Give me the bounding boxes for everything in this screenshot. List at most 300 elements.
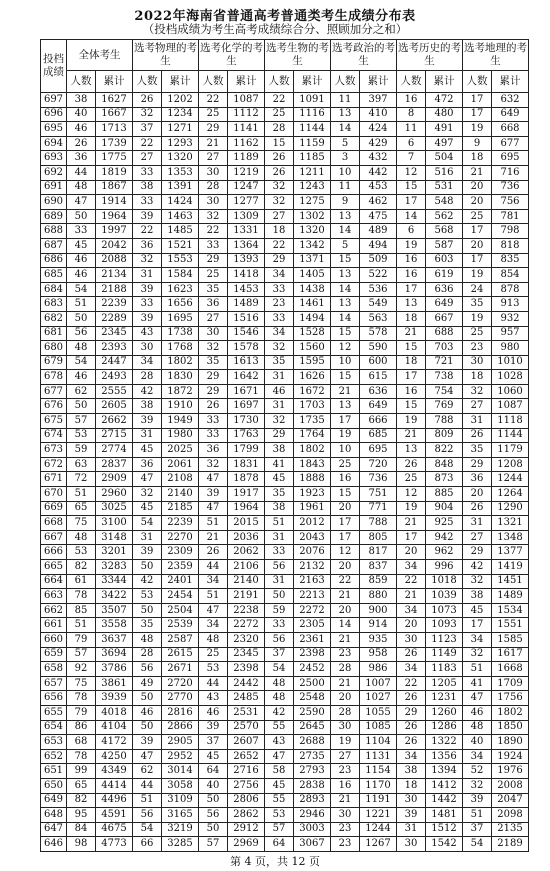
count-cell: 45 [265,472,294,487]
count-cell: 19 [397,238,426,253]
count-cell: 46 [133,705,162,720]
cumulative-cell: 1672 [294,384,331,399]
cumulative-cell: 771 [360,501,397,516]
count-cell: 21 [397,428,426,443]
cumulative-cell: 1371 [294,253,331,268]
cumulative-cell: 1331 [228,224,265,239]
cumulative-cell: 2607 [228,735,265,750]
cumulative-cell: 925 [426,516,463,531]
cumulative-cell: 688 [426,326,463,341]
cumulative-cell: 1085 [360,720,397,735]
count-cell: 13 [331,297,360,312]
count-cell: 75 [67,676,96,691]
count-cell: 31 [463,414,492,429]
cumulative-cell: 2272 [294,603,331,618]
cumulative-cell: 504 [426,151,463,166]
count-cell: 27 [133,151,162,166]
count-cell: 21 [397,589,426,604]
count-cell: 26 [397,735,426,750]
cumulative-cell: 1364 [228,238,265,253]
cumulative-cell: 1231 [426,691,463,706]
cumulative-cell: 1320 [162,151,199,166]
table-row [41,282,529,297]
count-cell: 33 [199,238,228,253]
count-cell: 5 [331,238,360,253]
count-cell: 25 [265,107,294,122]
cumulative-cell: 2305 [294,618,331,633]
count-cell: 33 [133,297,162,312]
count-cell: 51 [67,297,96,312]
count-cell: 35 [463,443,492,458]
count-cell: 34 [199,618,228,633]
score-column-header: 投档成绩 [41,40,67,93]
score-cell: 674 [41,428,67,443]
score-cell: 678 [41,370,67,385]
count-cell: 29 [199,253,228,268]
count-cell: 63 [67,457,96,472]
count-cell: 65 [67,778,96,793]
cumulative-cell: 1713 [96,122,133,137]
count-cell: 28 [133,370,162,385]
cumulative-cell: 2047 [492,793,529,808]
cumulative-cell: 1980 [162,428,199,443]
page-subtitle: （投档成绩为考生高考成绩综合分、照顾加分之和） [142,22,408,36]
count-cell: 32 [199,209,228,224]
count-cell: 51 [199,516,228,531]
score-cell: 676 [41,399,67,414]
count-cell: 12 [397,487,426,502]
cumulative-cell: 2662 [96,414,133,429]
cumulative-cell: 1917 [228,487,265,502]
cumulative-cell: 721 [426,355,463,370]
cumulative-cell: 2837 [96,457,133,472]
cumulative-cell: 703 [426,341,463,356]
count-cell: 27 [331,749,360,764]
cumulative-cell: 962 [426,545,463,560]
cumulative-cell: 1768 [162,341,199,356]
cumulative-cell: 1910 [162,399,199,414]
cumulative-cell: 1205 [426,676,463,691]
cumulative-cell: 1418 [228,268,265,283]
cumulative-cell: 1321 [492,516,529,531]
cumulative-cell: 738 [426,370,463,385]
cumulative-cell: 3003 [294,822,331,837]
count-cell: 48 [265,676,294,691]
cumulative-cell: 2531 [228,705,265,720]
cumulative-cell: 677 [492,136,529,151]
cumulative-cell: 1626 [294,370,331,385]
count-cell: 57 [67,414,96,429]
count-cell: 36 [133,457,162,472]
score-cell: 670 [41,487,67,502]
cumulative-cell: 1528 [294,326,331,341]
count-cell: 12 [331,341,360,356]
cumulative-cell: 3165 [162,808,199,823]
table-row [41,122,529,137]
cumulative-cell: 1271 [162,122,199,137]
cumulative-cell: 1093 [426,618,463,633]
count-cell: 22 [265,93,294,108]
cumulative-cell: 2132 [294,560,331,575]
cumulative-cell: 4496 [96,793,133,808]
count-cell: 48 [199,632,228,647]
score-cell: 690 [41,195,67,210]
cumulative-cell: 1830 [162,370,199,385]
count-cell: 28 [265,122,294,137]
cumulative-cell: 2289 [96,311,133,326]
count-cell: 78 [67,691,96,706]
count-cell: 7 [397,151,426,166]
count-cell: 21 [331,793,360,808]
cumulative-cell: 2952 [162,749,199,764]
cumulative-cell: 4773 [96,837,133,852]
score-cell: 663 [41,589,67,604]
count-cell: 26 [463,428,492,443]
table-row [41,676,529,691]
score-cell: 652 [41,749,67,764]
cumulative-cell: 1060 [492,384,529,399]
table-header [41,40,529,93]
group-header-biology: 选考生物的考生 [265,40,331,71]
cumulative-cell: 1007 [360,676,397,691]
cumulative-cell: 2774 [96,443,133,458]
count-cell: 43 [265,735,294,750]
cumulative-cell: 1055 [360,705,397,720]
cumulative-cell: 619 [426,268,463,283]
cumulative-cell: 2615 [162,647,199,662]
count-cell: 25 [463,209,492,224]
cumulative-cell: 1244 [360,822,397,837]
cumulative-header: 累计 [96,71,133,93]
cumulative-cell: 603 [426,253,463,268]
count-header: 人数 [67,71,96,93]
score-cell: 694 [41,136,67,151]
count-cell: 29 [199,122,228,137]
score-cell: 647 [41,822,67,837]
cumulative-cell: 2163 [294,574,331,589]
cumulative-cell: 1277 [228,195,265,210]
cumulative-cell: 1546 [228,326,265,341]
count-cell: 42 [265,705,294,720]
cumulative-cell: 2076 [294,545,331,560]
score-cell: 695 [41,122,67,137]
table-row [41,808,529,823]
cumulative-cell: 1878 [228,472,265,487]
cumulative-cell: 2605 [96,399,133,414]
table-row [41,107,529,122]
cumulative-cell: 1353 [162,165,199,180]
cumulative-cell: 2671 [162,662,199,677]
cumulative-cell: 590 [360,341,397,356]
cumulative-cell: 2188 [96,282,133,297]
count-cell: 37 [265,647,294,662]
cumulative-cell: 2645 [294,720,331,735]
cumulative-cell: 2485 [228,691,265,706]
cumulative-cell: 3067 [294,837,331,852]
table-row [41,238,529,253]
cumulative-cell: 1617 [492,647,529,662]
cumulative-cell: 636 [360,384,397,399]
cumulative-cell: 781 [492,209,529,224]
count-cell: 75 [67,516,96,531]
count-cell: 33 [265,618,294,633]
cumulative-cell: 1154 [360,764,397,779]
cumulative-cell: 1534 [492,603,529,618]
count-cell: 31 [265,399,294,414]
count-cell: 6 [397,136,426,151]
cumulative-cell: 3344 [96,574,133,589]
cumulative-cell: 932 [492,311,529,326]
count-cell: 22 [133,224,162,239]
count-cell: 57 [199,837,228,852]
cumulative-cell: 531 [426,180,463,195]
cumulative-cell: 1342 [294,238,331,253]
cumulative-cell: 756 [492,195,529,210]
count-cell: 39 [133,735,162,750]
cumulative-cell: 1516 [228,311,265,326]
count-cell: 79 [67,705,96,720]
count-cell: 28 [199,180,228,195]
count-cell: 50 [67,311,96,326]
cumulative-cell: 1703 [294,399,331,414]
cumulative-cell: 2140 [162,487,199,502]
count-cell: 22 [397,676,426,691]
cumulative-cell: 1595 [294,355,331,370]
score-cell: 685 [41,268,67,283]
cumulative-cell: 442 [360,165,397,180]
cumulative-cell: 1671 [228,384,265,399]
count-header: 人数 [331,71,360,93]
cumulative-cell: 453 [360,180,397,195]
count-cell: 51 [463,808,492,823]
table-row [41,253,529,268]
cumulative-cell: 958 [360,647,397,662]
cumulative-cell: 1997 [96,224,133,239]
count-cell: 50 [133,691,162,706]
count-cell: 10 [331,165,360,180]
cumulative-cell: 2442 [228,676,265,691]
count-cell: 55 [265,793,294,808]
cumulative-cell: 1149 [426,647,463,662]
count-cell: 46 [265,384,294,399]
cumulative-cell: 957 [492,326,529,341]
cumulative-cell: 666 [360,414,397,429]
cumulative-cell: 649 [492,107,529,122]
count-cell: 92 [67,662,96,677]
cumulative-cell: 1442 [426,793,463,808]
cumulative-header: 累计 [426,71,463,93]
cumulative-cell: 1244 [492,472,529,487]
cumulative-cell: 2361 [294,632,331,647]
group-header-politics: 选考政治的考生 [331,40,397,71]
cumulative-cell: 1843 [294,457,331,472]
cumulative-cell: 1179 [492,443,529,458]
cumulative-cell: 1302 [294,209,331,224]
score-cell: 683 [41,297,67,312]
count-cell: 43 [199,691,228,706]
count-cell: 13 [331,209,360,224]
count-cell: 20 [331,501,360,516]
cumulative-cell: 1419 [492,560,529,575]
count-cell: 12 [331,545,360,560]
cumulative-cell: 904 [426,501,463,516]
count-cell: 36 [199,297,228,312]
count-cell: 39 [397,808,426,823]
count-cell: 35 [133,618,162,633]
cumulative-cell: 1039 [426,589,463,604]
count-cell: 23 [265,297,294,312]
cumulative-cell: 809 [426,428,463,443]
table-row [41,428,529,443]
count-cell: 23 [331,647,360,662]
count-cell: 25 [463,326,492,341]
score-cell: 654 [41,720,67,735]
cumulative-cell: 1247 [228,180,265,195]
count-cell: 16 [397,268,426,283]
count-cell: 56 [133,808,162,823]
cumulative-cell: 1377 [492,545,529,560]
cumulative-cell: 2393 [96,341,133,356]
table-row [41,705,529,720]
cumulative-cell: 2652 [228,749,265,764]
cumulative-cell: 1964 [228,501,265,516]
cumulative-cell: 3100 [96,516,133,531]
cumulative-cell: 2946 [294,808,331,823]
count-cell: 10 [331,443,360,458]
cumulative-cell: 2590 [294,705,331,720]
cumulative-cell: 1560 [294,341,331,356]
count-cell: 15 [331,326,360,341]
count-cell: 51 [67,618,96,633]
cumulative-cell: 3014 [162,764,199,779]
count-cell: 26 [397,691,426,706]
table-row [41,837,529,852]
cumulative-cell: 2893 [294,793,331,808]
count-cell: 30 [397,632,426,647]
table-row [41,501,529,516]
cumulative-cell: 751 [360,487,397,502]
count-cell: 15 [331,370,360,385]
cumulative-cell: 1393 [228,253,265,268]
count-cell: 34 [397,749,426,764]
count-cell: 38 [397,764,426,779]
count-cell: 62 [67,384,96,399]
count-cell: 40 [199,778,228,793]
cumulative-cell: 1267 [360,837,397,852]
cumulative-cell: 1961 [294,501,331,516]
count-cell: 48 [67,341,96,356]
score-cell: 697 [41,93,67,108]
count-cell: 38 [265,501,294,516]
cumulative-cell: 1521 [162,238,199,253]
cumulative-cell: 1394 [426,764,463,779]
cumulative-cell: 2239 [96,297,133,312]
cumulative-cell: 2735 [294,749,331,764]
count-cell: 6 [397,224,426,239]
cumulative-cell: 3285 [162,837,199,852]
table-row [41,560,529,575]
cumulative-cell: 1412 [426,778,463,793]
count-cell: 17 [463,253,492,268]
count-cell: 25 [199,268,228,283]
count-cell: 46 [67,370,96,385]
count-cell: 64 [265,837,294,852]
count-cell: 51 [463,662,492,677]
cumulative-cell: 3109 [162,793,199,808]
cumulative-cell: 2036 [228,530,265,545]
count-cell: 50 [67,209,96,224]
count-cell: 45 [133,501,162,516]
cumulative-cell: 1735 [294,414,331,429]
cumulative-cell: 873 [426,472,463,487]
cumulative-cell: 788 [426,414,463,429]
count-cell: 28 [331,662,360,677]
count-cell: 32 [265,414,294,429]
count-cell: 18 [265,224,294,239]
cumulative-cell: 2398 [228,662,265,677]
table-body [41,93,529,852]
count-cell: 34 [133,355,162,370]
cumulative-cell: 536 [360,282,397,297]
cumulative-cell: 1872 [162,384,199,399]
cumulative-cell: 424 [360,122,397,137]
cumulative-cell: 2345 [96,326,133,341]
count-cell: 31 [133,530,162,545]
table-row [41,662,529,677]
count-cell: 30 [133,341,162,356]
count-cell: 53 [199,662,228,677]
count-cell: 46 [67,122,96,137]
cumulative-cell: 2816 [162,705,199,720]
cumulative-cell: 2500 [294,676,331,691]
cumulative-cell: 736 [492,180,529,195]
count-cell: 53 [67,545,96,560]
cumulative-cell: 695 [492,151,529,166]
count-cell: 22 [331,574,360,589]
count-cell: 15 [265,136,294,151]
cumulative-cell: 429 [360,136,397,151]
count-cell: 26 [397,647,426,662]
score-cell: 656 [41,691,67,706]
table-row [41,589,529,604]
cumulative-cell: 1542 [426,837,463,852]
count-cell: 32 [265,195,294,210]
count-cell: 34 [397,560,426,575]
cumulative-cell: 685 [360,428,397,443]
count-cell: 30 [199,326,228,341]
count-cell: 17 [463,107,492,122]
count-cell: 26 [265,165,294,180]
count-cell: 64 [199,764,228,779]
count-cell: 40 [67,107,96,122]
count-cell: 47 [133,472,162,487]
score-distribution-table [40,39,529,852]
count-cell: 54 [67,355,96,370]
cumulative-cell: 4250 [96,749,133,764]
cumulative-cell: 2715 [96,428,133,443]
count-cell: 16 [397,384,426,399]
count-cell: 5 [331,136,360,151]
cumulative-cell: 3558 [96,618,133,633]
table-row [41,574,529,589]
table-row [41,487,529,502]
cumulative-cell: 2555 [96,384,133,399]
count-cell: 20 [463,487,492,502]
cumulative-cell: 2015 [228,516,265,531]
cumulative-cell: 880 [360,589,397,604]
count-cell: 23 [463,341,492,356]
count-cell: 15 [397,399,426,414]
